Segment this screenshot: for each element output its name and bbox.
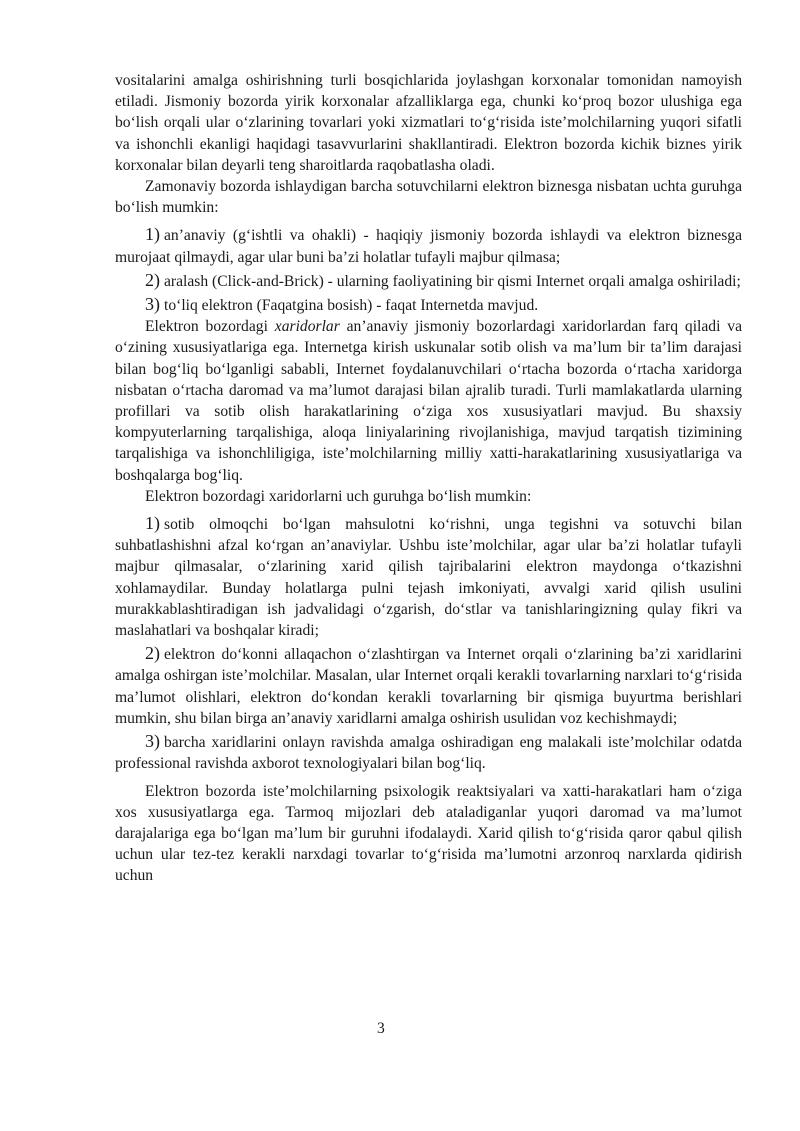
list-item <box>115 513 742 641</box>
list-number: 2) <box>145 269 160 290</box>
list-number: 2) <box>145 643 160 664</box>
list-text: elektron do‘konni allaqachon o‘zlashtirgan va Internet orqali o‘zlarining ba’zi xaridlarini amalga oshirgan iste’molchilar. Masalan, ular Internet orqali kerakli tovarlarning narxlari to‘g‘risida ma’lumot olishlari, elektron do‘kondan kerakli tovarlarning bir qismiga buyurtma berishlari mumkin, shu bilan birga an’anaviy xaridlarni amalga oshirish usulidan voz kechishmaydi; <box>115 646 742 727</box>
paragraph-3-emphasis: xaridorlar <box>274 318 340 336</box>
list-item <box>115 294 742 316</box>
document-page <box>115 70 742 887</box>
list-text: an’anaviy (g‘ishtli va ohakli) - haqiqiy jismoniy bozorda ishlaydi va elektron biznesga murojaat qilmaydi, agar ular buni ba’zi holatlar tufayli majbur qilmasa; <box>115 227 742 266</box>
list-number: 3) <box>145 294 160 315</box>
list-text: sotib olmoqchi bo‘lgan mahsulotni ko‘rishni, unga tegishni va sotuvchi bilan suhbatlashishni afzal ko‘rgan an’anaviylar. Ushbu iste’molchilar, agar ular ba’zi holatlar tufayli majbur qilmasalar, o‘zlarining xarid qilish tajribalarini elektron maydonga o‘tkazishni xohlamaydilar. Bunday holatlarga pulni tejash imkoniyati, avvalgi xarid qilish usulini murakkablashtiradigan ish jadvalidagi o‘zgarish, do‘stlar va tanishlaringizning qulay fikri va maslahatlari va boshqalar kiradi; <box>115 516 742 640</box>
paragraph-4: Elektron bozordagi xaridorlarni uch guruhga bo‘lish mumkin: <box>145 487 532 505</box>
list-number: 1) <box>145 224 160 245</box>
list-item <box>115 270 742 292</box>
list-number: 3) <box>145 731 160 752</box>
paragraph-5: Elektron bozorda iste’molchilarning psixologik reaktsiyalari va xatti-harakatlari ham o‘ziga xos xususiyatlarga ega. Tarmoq mijozlari deb ataladiganlar yuqori daromad va ma’lumot darajalariga ega bo‘lgan ma’lum bir guruhni ifodalaydi. Xarid qilish to‘g‘risida qaror qabul qilish uchun ular tez-tez kerakli narxdagi tovarlar to‘g‘risida ma’lumotni arzonroq narxlarda qidirish uchun <box>115 782 742 885</box>
paragraph-1: vositalarini amalga oshirishning turli bosqichlarida joylashgan korxonalar tomonidan namoyish etiladi. Jismoniy bozorda yirik korxonalar afzalliklarga ega, chunki ko‘proq bozor ulushiga ega bo‘lish orqali ular o‘zlarining tovarlari yoki xizmatlari to‘g‘risida iste’molchilarning yuqori sifatli va ishonchli ekanligi haqidagi tasavvurlarini shakllantiradi. Elektron bozorda kichik biznes yirik korxonalar bilan deyarli teng sharoitlarda raqobatlasha oladi. <box>115 72 742 174</box>
list-text: aralash (Click-and-Brick) - ularning faoliyatining bir qismi Internet orqali amalga oshiriladi; <box>164 272 741 290</box>
paragraph-2: Zamonaviy bozorda ishlaydigan barcha sotuvchilarni elektron biznesga nisbatan uchta guruhga bo‘lish mumkin: <box>115 178 742 217</box>
list-item <box>115 731 742 774</box>
list-number: 1) <box>145 513 160 534</box>
list-text: barcha xaridlarini onlayn ravishda amalga oshiradigan eng malakali iste’molchilar odatda professional ravishda axborot texnologiyalari bilan bog‘liq. <box>115 734 742 773</box>
paragraph-3 <box>115 316 742 486</box>
paragraph-3-rest: an’anaviy jismoniy bozorlardagi xaridorlardan farq qiladi va o‘zining xususiyatlariga ega. Internetga kirish uskunalar sotib olish va ma’lum bir ta’lim darajasi bilan bog‘liq bo‘lganligi sababli, Internet foydalanuvchilari o‘rtacha bozorda o‘rtacha xaridorga nisbatan o‘rtacha daromad va ma’lumot darajasi bilan ajralib turadi. Turli mamlakatlarda ularning profillari va sotib olish harakatlarining o‘ziga xos xususiyatlari mavjud. Bu shaxsiy kompyuterlarning tarqalishiga, aloqa liniyalarining rivojlanishiga, mavjud tarqatish tizimining tarqalishiga va ishonchliligiga, iste’molchilarning milliy xatti-harakatlarining xususiyatlariga va boshqalarga bog‘liq. <box>115 318 742 484</box>
list-item <box>115 224 742 267</box>
page-number: 3 <box>377 1020 385 1037</box>
paragraph-3-start: Elektron bozordagi <box>145 318 275 336</box>
list-text: to‘liq elektron (Faqatgina bosish) - faqat Internetda mavjud. <box>164 297 539 315</box>
list-item <box>115 643 742 729</box>
